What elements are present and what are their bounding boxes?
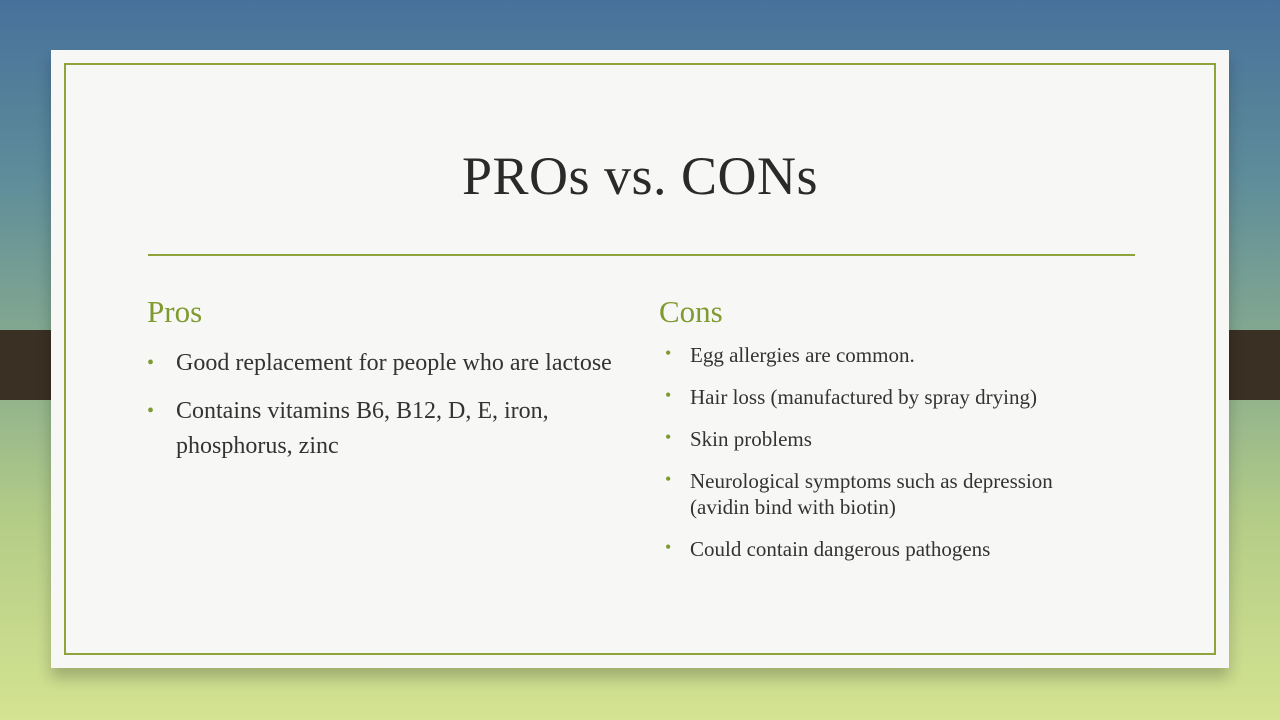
bullet-icon: • (665, 469, 672, 489)
bullet-icon: • (147, 352, 155, 374)
cons-item-text: Could contain dangerous pathogens (690, 537, 991, 561)
bullet-icon: • (665, 537, 672, 557)
cons-item-text: Egg allergies are common. (690, 343, 915, 367)
cons-list-item (665, 536, 1115, 562)
title-divider (148, 254, 1135, 256)
cons-item-text: Neurological symptoms such as depression (avidin bind with biotin) (690, 469, 1053, 519)
slide-card (51, 50, 1229, 668)
bullet-icon: • (665, 343, 672, 363)
pros-heading: Pros (147, 294, 203, 329)
bullet-icon: • (665, 385, 672, 405)
bullet-icon: • (147, 400, 155, 422)
cons-list-item (665, 342, 1115, 368)
bullet-icon: • (665, 427, 672, 447)
cons-heading: Cons (659, 294, 723, 329)
pros-list-item (147, 394, 627, 464)
cons-list (665, 342, 1115, 578)
cons-list-item (665, 426, 1115, 452)
slide-title: PROs vs. CONs (461, 146, 819, 206)
cons-list-item (665, 468, 1115, 520)
pros-item-text: Contains vitamins B6, B12, D, E, iron, phosphorus, zinc (176, 398, 549, 459)
pros-list-item (147, 346, 627, 381)
cons-list-item (665, 384, 1115, 410)
cons-item-text: Hair loss (manufactured by spray drying) (690, 385, 1037, 409)
pros-list (147, 346, 627, 477)
pros-item-text: Good replacement for people who are lactose (176, 350, 612, 376)
cons-item-text: Skin problems (690, 427, 812, 451)
